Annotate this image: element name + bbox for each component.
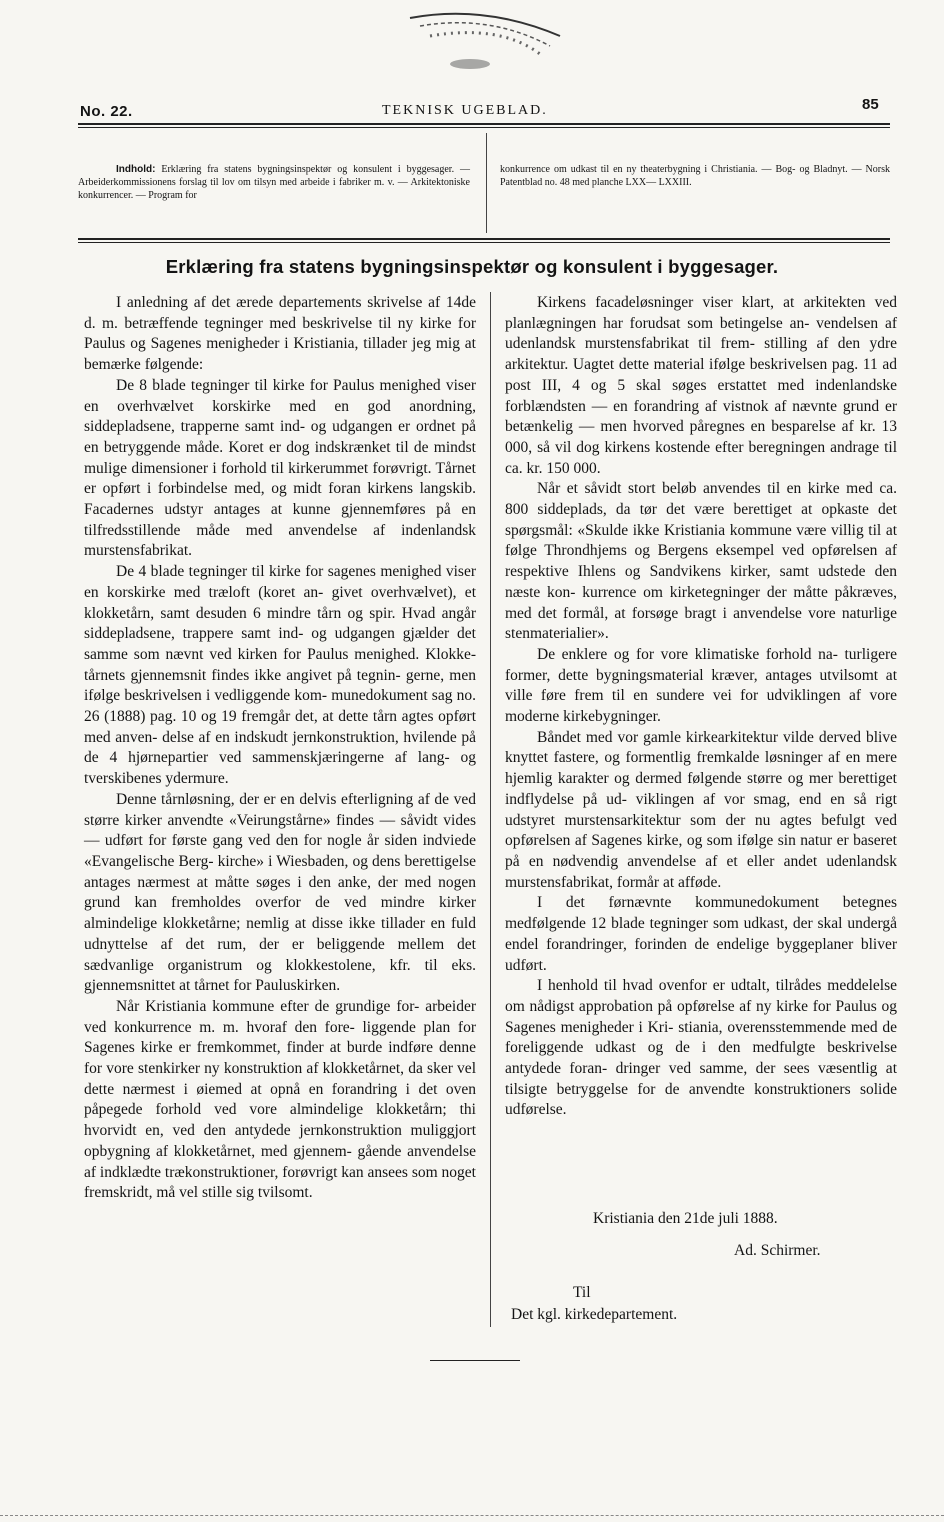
addressee-prefix: Til [573, 1284, 591, 1301]
contents-rule-thin [78, 242, 890, 243]
bottom-edge-rule [0, 1515, 944, 1516]
contents-divider [486, 133, 487, 233]
contents-left-text: Erklæring fra statens bygningsinspektør og konsulent i byggesager. — Arbeiderkommissionens forslag til lov om tilsyn med arbeide i fabriker m. v. — Arkitektoniske konkurrencer. — Program for [78, 164, 470, 201]
paragraph: Kirkens facadeløsninger viser klart, at arkitekten ved planlægningen har forudsat som betingelse an- vendelsen af udenlandsk murstensfabrikat til frem- stilling af den ydre arkitektur. Uagtet dette material ifølge beskrivelsen pag. 11 ad post III, 4 og 5 skal søges erstattet med indenlandske forblændsten — en forandring af vistnok af nævnte grund er betænkelig — men hvorved påregnes en besparelse af kr. 13 000, så vil dog kirkens kostende efter beregningen andrage til ca. kr. 150 000. [505, 294, 897, 477]
library-stamp [400, 6, 570, 76]
addressee: Det kgl. kirkedepartement. [511, 1306, 678, 1323]
header-rule [78, 123, 890, 125]
header-rule-thin [78, 127, 890, 128]
end-rule [430, 1360, 520, 1361]
paragraph: I det førnævnte kommunedokument betegnes medfølgende 12 blade tegninger som udkast, der skal undergå endel forandringer, forinden de endelige byggeplaner bliver udført. [505, 894, 897, 974]
contents-left [78, 163, 470, 202]
paragraph: I henhold til hvad ovenfor er udtalt, tilrådes meddelelse om nådigst approbation på opførelse af ny kirke for Paulus og Sagenes menigheder i Kri- stiania, overensstemmende med de foreliggende udkast og de i den medfulgte beskrivelse antydede foran- dringer ved samme, der sees væsentlig at tilsigte betryggelse for de anvendte konstruktioners solide udførelse. [505, 977, 897, 1119]
paragraph: Denne tårnløsning, der er en delvis efterligning af de ved større kirker anvendte «Veirungstårne» findes — såvidt vides — udført for første gang ved den for nogle år siden indviede «Evangelische Berg- kirche» i Wiesbaden, og dens berettigelse antages nærmest at måtte søges i den anke, der med nogen grund kan fremholdes overfor de ved mindre kirker almindelige klokketårne; nemlig at disse ikke tillader en fuld udnyttelse af det rum, der er beliggende mellem det sædvanlige organistrum og klokkestolene, kfr. til eks. gjennemsnittet at tårnet for Pauluskirken. [84, 790, 476, 995]
signature: Ad. Schirmer. [734, 1242, 821, 1259]
contents-right-text: konkurrence om udkast til en ny theaterbygning i Christiania. — Bog- og Bladnyt. — Norsk Patentblad no. 48 med planche LXX— LXXIII. [500, 164, 890, 188]
paragraph: De 4 blade tegninger til kirke for sagenes menighed viser en korskirke med træloft (koret an- givet overhvælvet), et klokketårn, samt desuden 6 mindre tårn og spir. Hvad angår siddepladsene, trappere samt ind- og udgangen gjælder det samme som nævnt ved kirken for Paulus menighed. Klokke- tårnets gjennemsnit findes ikke angivet på tegnin- gerne, men ifølge beskrivelsen i vedliggende kom- munedokument sag no. 26 (1888) pag. 10 og 19 fremgår det, at dette tårn agtes opført med anven- delse af en indskudt jernkonstruktion, hvilende på de 4 hjørnepartier ved sammenskjæringerne af lang- og tverskibenes ydermure. [84, 563, 476, 788]
article-title: Erklæring fra statens bygningsinspektør og konsulent i byggesager. [165, 256, 779, 277]
page-number: 85 [862, 96, 879, 113]
issue-number: No. 22. [80, 103, 133, 120]
journal-title: TEKNISK UGEBLAD. [382, 103, 548, 118]
contents-right [500, 163, 890, 189]
left-column [84, 293, 476, 1204]
right-column [505, 293, 897, 1121]
paragraph: De 8 blade tegninger til kirke for Paulus menighed viser en overhvælvet korskirke med en god anordning, siddepladsene, trapperne samt ind- og udgangen er ordnet på en betryggende måde. Koret er dog indskrænket til de mindst mulige dimensioner i forhold til kirkerummet forøvrigt. Tårnet er opført i forbindelse med, og midt foran kirkens langskib. Facadernes udstyr antages at kunne gjennemføres på en tilfredsstillende måde med anvendelse af indenlandsk murstensfabrikat. [84, 376, 476, 560]
contents-rule [78, 238, 890, 240]
paragraph: Båndet med vor gamle kirkearkitektur vilde derved blive knyttet fastere, og formentlig fremkalde løsninger af en mere hjemlig karakter og dermed følgende større og mer berettiget indflydelse på ud- viklingen af vor smag, end en så rigt udstyret murstensarkitektur som der nu agtes befulgt ved opførelsen af Sagenes kirke, og som ifølge sin natur er baseret på en nødvendig anvendelse af et eller andet udenlandsk murstensfabrikat, formår at afføde. [505, 728, 897, 891]
column-divider [490, 292, 491, 1327]
paragraph: De enklere og for vore klimatiske forhold na- turligere former, dette bygningsmaterial kræver, antages utvilsomt at ville føre frem til en sundere vei for udviklingen af vore moderne kirkebygninger. [505, 645, 897, 726]
contents-label: Indhold: [116, 164, 156, 175]
paragraph: Når et såvidt stort beløb anvendes til en kirke med ca. 800 siddeplads, da tør det være berettiget at opkaste det spørgsmål: «Skulde ikke Kristiania kommune være villig til at følge Throndhjems og Bergens eksempel ved opførelsen af respektive Ihlens og Sandvikens kirker, samt udstede den næste kon- kurrence om kirketegninger der måtte påkræves, med det formål, at forsøge bragt i anvendelse vore naturlige stenmaterialier». [505, 480, 897, 643]
place-date: Kristiania den 21de juli 1888. [593, 1210, 778, 1227]
paragraph: Når Kristiania kommune efter de grundige for- arbeider ved konkurrence m. m. hvoraf den fore- liggende plan for Sagenes kirke er fremkommet, finder at burde indføre denne for vore stenkirker ny konstruktion af klokketårnet, da sker vel dette nærmest i øiemed at opnå en forandring i det oven påpegede forhold ved vore almindelige klokketårn; thi hvorvidt en, ved den antydede jernkonstruktion muliggjort opbygning af klokketårnet, med gjennem- gående anvendelse af indklædte trækonstruktioner, forøvrigt kan ansees som noget fremskridt, må vel stille sig tvilsomt. [84, 997, 476, 1202]
paragraph: I anledning af det ærede departements skrivelse af 14de d. m. betræffende tegninger med beskrivelse til ny kirke for Paulus og Sagenes menigheder i Kristiania, tillader jeg mig at bemærke følgende: [84, 294, 476, 374]
